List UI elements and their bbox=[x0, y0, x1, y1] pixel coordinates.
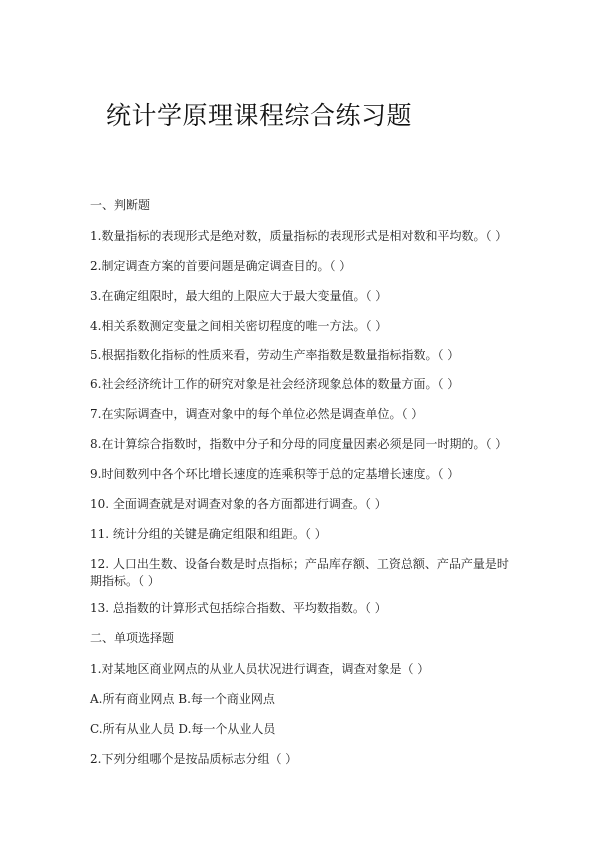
choice-options: C.所有从业人员 D.每一个从业人员 bbox=[90, 722, 276, 736]
section-heading-true-false: 一、判断题 bbox=[90, 198, 151, 212]
document-title: 统计学原理课程综合练习题 bbox=[106, 101, 413, 130]
choice-options: A.所有商业网点 B.每一个商业网点 bbox=[90, 692, 275, 706]
question-item: 2.制定调查方案的首要问题是确定调查目的。（ ） bbox=[90, 259, 352, 273]
question-item: 11. 统计分组的关键是确定组限和组距。（ ） bbox=[90, 527, 327, 541]
question-item: 3.在确定组限时，最大组的上限应大于最大变量值。（ ） bbox=[90, 289, 388, 303]
question-item: 10. 全面调查就是对调查对象的各方面都进行调查。（ ） bbox=[90, 497, 387, 511]
question-item: 5.根据指数化指标的性质来看，劳动生产率指数是数量指标指数。（ ） bbox=[90, 348, 460, 362]
question-item: 4.相关系数测定变量之间相关密切程度的唯一方法。（ ） bbox=[90, 319, 388, 333]
choice-question: 1.对某地区商业网点的从业人员状况进行调查，调查对象是（ ） bbox=[90, 662, 430, 676]
question-item: 7.在实际调查中，调查对象中的每个单位必然是调查单位。（ ） bbox=[90, 407, 424, 421]
question-item: 12. 人口出生数、设备台数是时点指标；产品库存额、工资总额、产品产量是时期指标。（ ） bbox=[90, 557, 509, 588]
choice-question: 2.下列分组哪个是按品质标志分组（ ） bbox=[90, 752, 298, 766]
section-heading-single-choice: 二、单项选择题 bbox=[90, 631, 175, 645]
question-item: 9.时间数列中各个环比增长速度的连乘积等于总的定基增长速度。（ ） bbox=[90, 467, 460, 481]
question-item: 8.在计算综合指数时，指数中分子和分母的同度量因素必须是同一时期的。（ ） bbox=[90, 437, 508, 451]
question-item: 1.数量指标的表现形式是绝对数，质量指标的表现形式是相对数和平均数。（ ） bbox=[90, 229, 508, 243]
question-item: 13. 总指数的计算形式包括综合指数、平均数指数。（ ） bbox=[90, 601, 387, 615]
question-item: 6.社会经济统计工作的研究对象是社会经济现象总体的数量方面。（ ） bbox=[90, 377, 460, 391]
